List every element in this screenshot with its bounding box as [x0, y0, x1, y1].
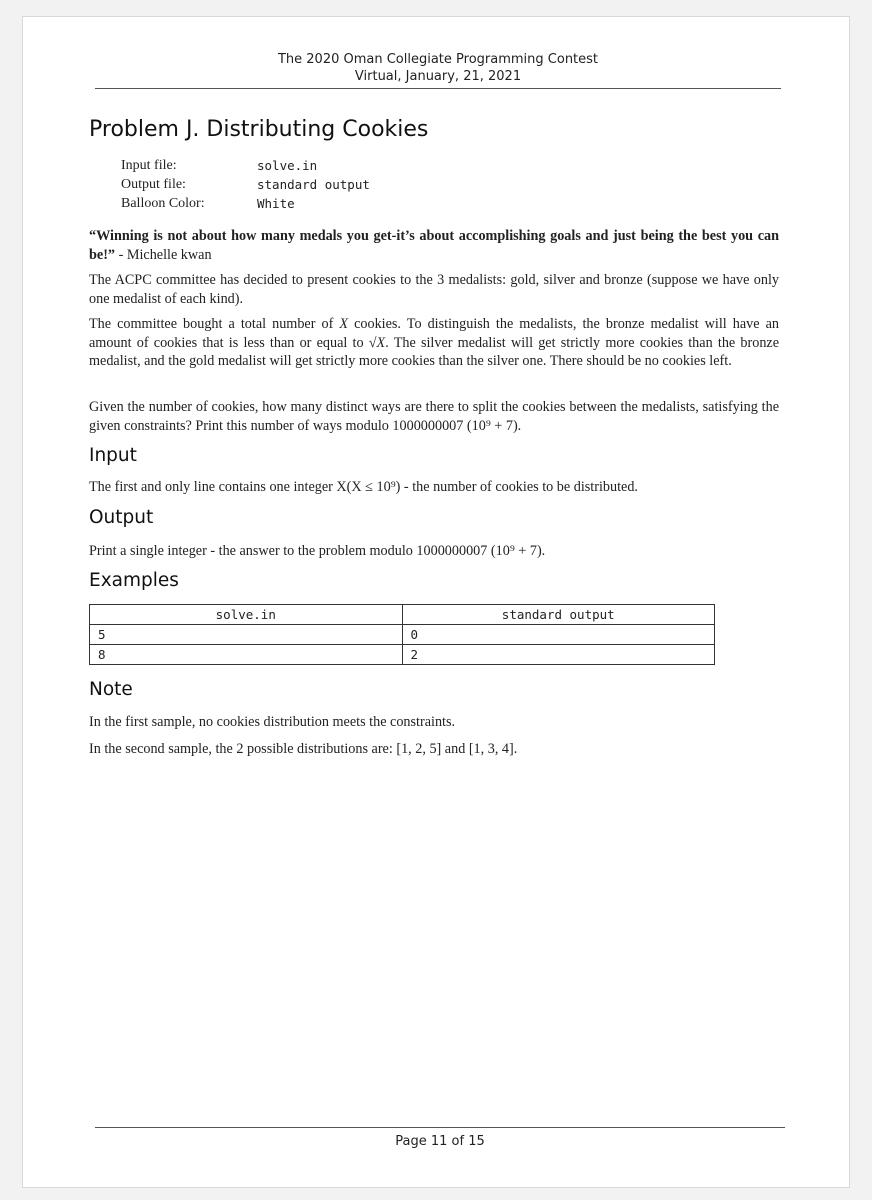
- statement-paragraph-1: The ACPC committee has decided to present cookies to the 3 medalists: gold, silver and bronze (suppose we have only one medalist of each kind).: [89, 272, 779, 307]
- p2-sqrt: √X: [368, 334, 386, 351]
- problem-meta: [121, 156, 370, 213]
- p2-text-c: . The silver medalist will get strictly more cookies than the bronze medalist, and the gold medalist will get strictly more cookies than the silver one. There should be no cookies left.: [89, 334, 780, 370]
- example-output-cell: 0: [402, 625, 715, 645]
- table-row: [90, 625, 715, 645]
- contest-date: Virtual, January, 21, 2021: [354, 69, 522, 84]
- statement-paragraph-3: Given the number of cookies, how many distinct ways are there to split the cookies between the medalists, satisfying the given constraints? Print this number of ways modulo 1000000007 (10⁹ + 7).: [89, 399, 779, 434]
- note-line-2: In the second sample, the 2 possible distributions are: [1, 2, 5] and [1, 3, 4].: [89, 741, 518, 757]
- p2-text-b: cookies. To distinguish the medalists, the bronze medalist will have an amount of cookies that is less than or equal to: [89, 316, 779, 351]
- balloon-color-value: White: [257, 196, 295, 211]
- examples-col-input: solve.in: [90, 605, 403, 625]
- examples-heading: Examples: [89, 570, 179, 591]
- quote-author: - Michelle kwan: [115, 246, 212, 263]
- output-file-value: standard output: [257, 177, 370, 192]
- output-file-label: Output file:: [121, 177, 186, 192]
- quote-text: “Winning is not about how many medals you get-it’s about accomplishing goals and just being the best you can be!”: [89, 228, 779, 263]
- header-rule: [95, 88, 781, 89]
- examples-table: [89, 604, 715, 665]
- output-heading: Output: [89, 507, 154, 528]
- problem-title: Problem J. Distributing Cookies: [89, 117, 429, 142]
- example-input-cell: 8: [90, 645, 403, 665]
- page-header: [95, 51, 781, 85]
- p2-text-a: The committee bought a total number of: [89, 316, 340, 332]
- quote: [89, 227, 779, 264]
- statement-paragraph-2: [89, 315, 779, 371]
- balloon-color-label: Balloon Color:: [121, 196, 205, 211]
- page-number: Page 11 of 15: [395, 1134, 485, 1149]
- input-file-value: solve.in: [257, 158, 318, 173]
- input-file-label: Input file:: [121, 158, 177, 173]
- examples-header-row: [90, 605, 715, 625]
- example-input-cell: 5: [90, 625, 403, 645]
- input-text: The first and only line contains one integer X(X ≤ 10⁹) - the number of cookies to be distributed.: [89, 479, 638, 495]
- examples-col-output: standard output: [402, 605, 715, 625]
- table-row: [90, 645, 715, 665]
- p2-var: X: [339, 316, 349, 332]
- note-line-1: In the first sample, no cookies distribution meets the constraints.: [89, 714, 456, 730]
- output-text: Print a single integer - the answer to the problem modulo 1000000007 (10⁹ + 7).: [89, 543, 546, 559]
- contest-name: The 2020 Oman Collegiate Programming Contest: [277, 52, 599, 67]
- input-heading: Input: [89, 445, 137, 466]
- footer-rule: [95, 1127, 785, 1128]
- note-heading: Note: [89, 679, 133, 700]
- document-page: [22, 16, 850, 1188]
- example-output-cell: 2: [402, 645, 715, 665]
